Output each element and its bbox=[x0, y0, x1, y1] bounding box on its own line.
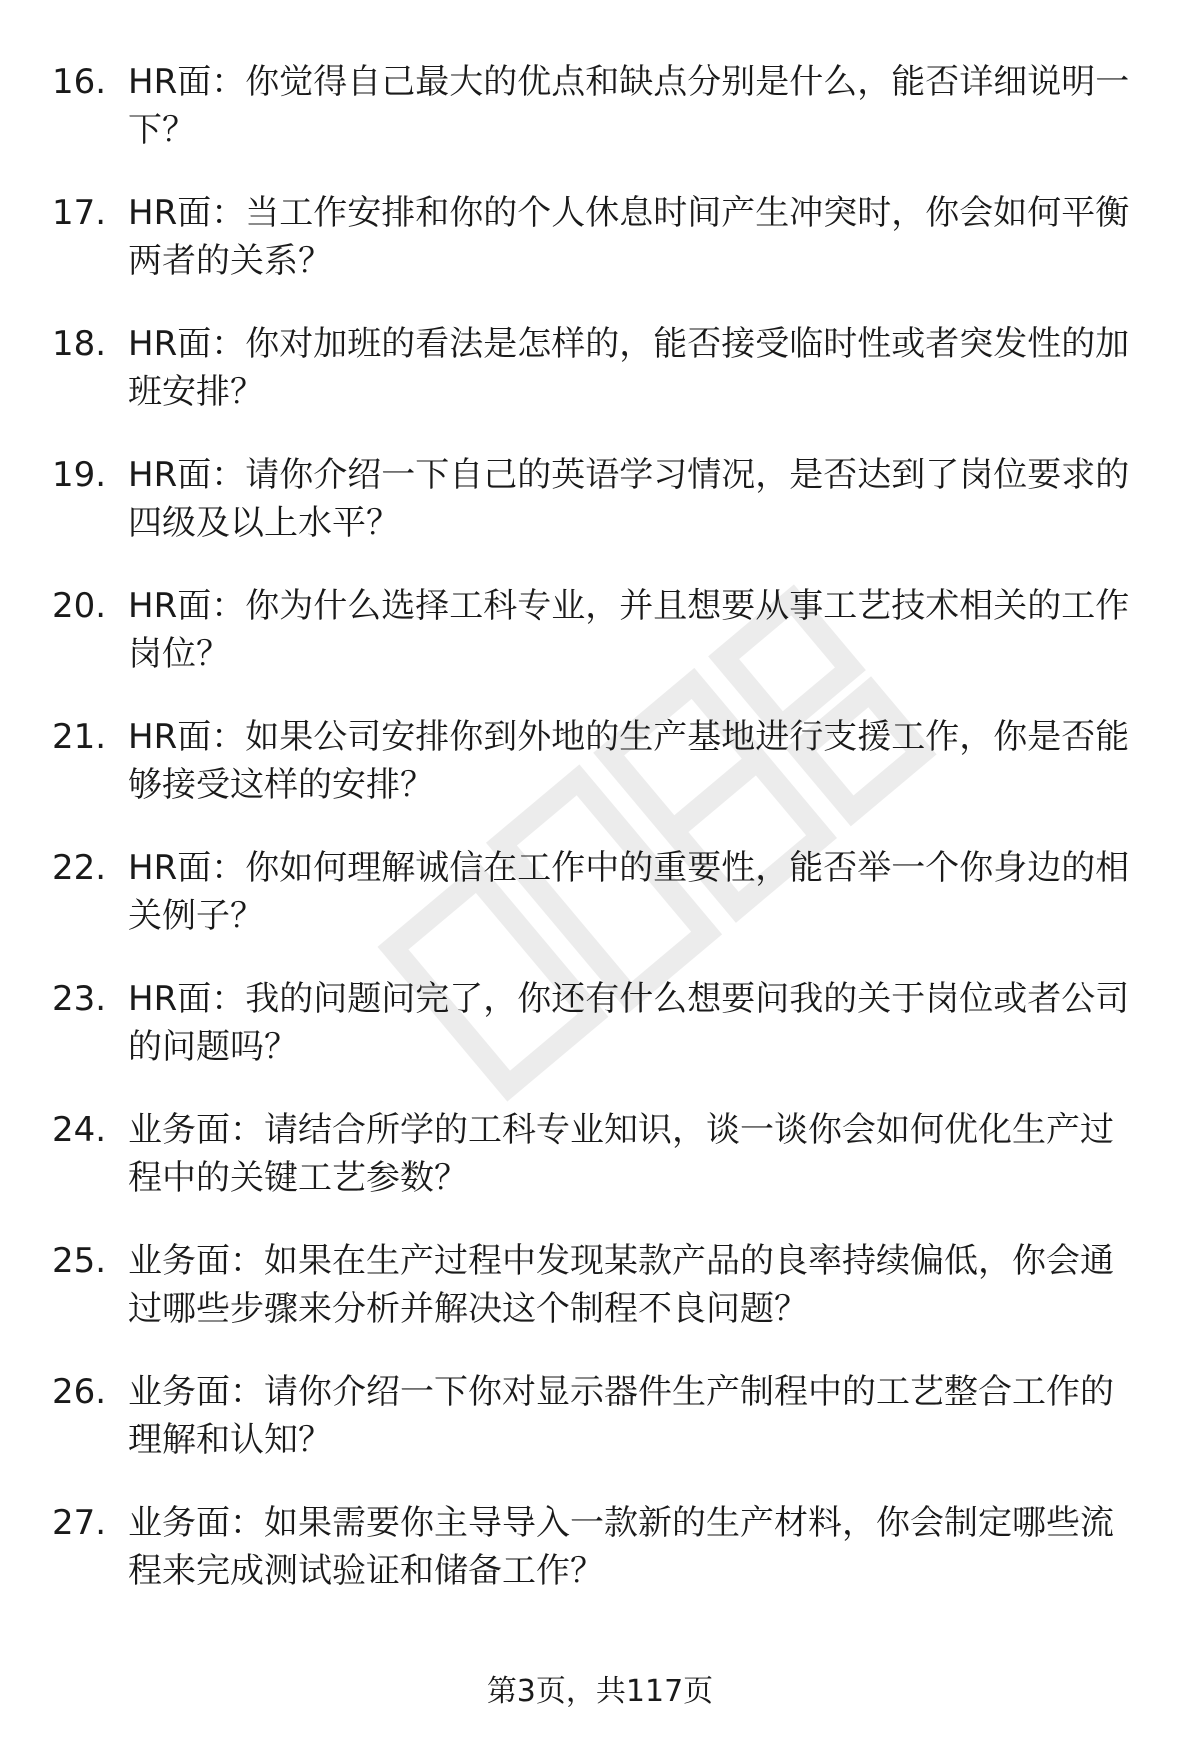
question-number: 27. bbox=[52, 1503, 107, 1543]
question-text: HR面：你对加班的看法是怎样的，能否接受临时性或者突发性的加班安排？ bbox=[128, 324, 1130, 412]
question-text: HR面：请你介绍一下自己的英语学习情况，是否达到了岗位要求的四级及以上水平？ bbox=[128, 455, 1130, 543]
question-list bbox=[52, 58, 1152, 1630]
question-number: 21. bbox=[52, 717, 107, 757]
question-number: 24. bbox=[52, 1110, 107, 1150]
question-number: 22. bbox=[52, 848, 107, 888]
question-item-20 bbox=[52, 582, 1152, 713]
question-number: 20. bbox=[52, 586, 107, 626]
page-number-footer: 第3页，共117页 bbox=[486, 1674, 714, 1709]
question-number: 17. bbox=[52, 193, 107, 233]
question-text: HR面：如果公司安排你到外地的生产基地进行支援工作，你是否能够接受这样的安排？ bbox=[128, 717, 1130, 805]
question-item-18 bbox=[52, 320, 1152, 451]
question-number: 26. bbox=[52, 1372, 107, 1412]
question-item-22 bbox=[52, 844, 1152, 975]
question-number: 16. bbox=[52, 62, 107, 102]
question-item-26 bbox=[52, 1368, 1152, 1499]
question-text: 业务面：请结合所学的工科专业知识，谈一谈你会如何优化生产过程中的关键工艺参数？ bbox=[128, 1110, 1114, 1198]
question-number: 19. bbox=[52, 455, 107, 495]
question-text: HR面：我的问题问完了，你还有什么想要问我的关于岗位或者公司的问题吗？ bbox=[128, 979, 1130, 1067]
question-number: 18. bbox=[52, 324, 107, 364]
question-item-19 bbox=[52, 451, 1152, 582]
question-item-16 bbox=[52, 58, 1152, 189]
question-number: 23. bbox=[52, 979, 107, 1019]
question-text: 业务面：请你介绍一下你对显示器件生产制程中的工艺整合工作的理解和认知？ bbox=[128, 1372, 1114, 1460]
question-text: HR面：当工作安排和你的个人休息时间产生冲突时，你会如何平衡两者的关系？ bbox=[128, 193, 1130, 281]
question-item-27 bbox=[52, 1499, 1152, 1630]
question-number: 25. bbox=[52, 1241, 107, 1281]
question-text: 业务面：如果需要你主导导入一款新的生产材料，你会制定哪些流程来完成测试验证和储备工作？ bbox=[128, 1503, 1114, 1591]
question-text: HR面：你如何理解诚信在工作中的重要性，能否举一个你身边的相关例子？ bbox=[128, 848, 1130, 936]
question-item-23 bbox=[52, 975, 1152, 1106]
question-item-24 bbox=[52, 1106, 1152, 1237]
question-text: HR面：你为什么选择工科专业，并且想要从事工艺技术相关的工作岗位？ bbox=[128, 586, 1130, 674]
question-text: 业务面：如果在生产过程中发现某款产品的良率持续偏低，你会通过哪些步骤来分析并解决这个制程不良问题？ bbox=[128, 1241, 1114, 1329]
question-text: HR面：你觉得自己最大的优点和缺点分别是什么，能否详细说明一下？ bbox=[128, 62, 1130, 150]
question-item-25 bbox=[52, 1237, 1152, 1368]
question-item-21 bbox=[52, 713, 1152, 844]
question-item-17 bbox=[52, 189, 1152, 320]
